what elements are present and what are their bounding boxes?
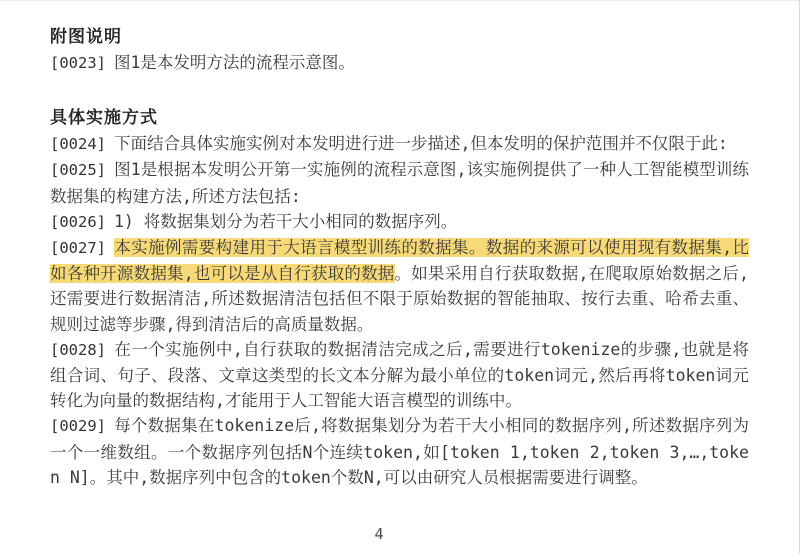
paragraph — [50, 50, 749, 76]
paragraph-number: [0027] — [50, 239, 106, 258]
paragraph — [50, 337, 749, 414]
paragraph-text: 下面结合具体实施实例对本发明进行进一步描述,但本发明的保护范围并不仅限于此: — [114, 134, 728, 154]
paragraph-text: 在一个实施例中,自行获取的数据清洁完成之后,需要进行tokenize的步骤,也就是将组合词、句子、段落、文章这类型的长文本分解为最小单位的token词元,然后再将token词元转化为向量的数据结构,才能用于人工智能大语言模型的训练中。 — [50, 339, 749, 411]
paragraph-text: 图1是本发明方法的流程示意图。 — [114, 53, 355, 72]
paragraph-text: 每个数据集在tokenize后,将数据集划分为若干大小相同的数据序列,所述数据序列为一个一维数组。一个数据序列包括N个连续token,如[token 1,token 2,token 3,…,token N]。其中,数据序列中包含的token个数N,可以由研究人员根据需要进行调整。 — [50, 416, 749, 487]
section-heading: 附图说明 — [50, 27, 122, 47]
paragraph-number: [0026] — [50, 212, 106, 231]
highlighted-text: 本实施例需要构建用于大语言模型训练的数据集。数据的来源可以使用现有数据集,比如各种开源数据集,也可以是从自行获取的数据 — [50, 238, 749, 284]
paragraph — [50, 235, 749, 337]
paragraph-text: 1) 将数据集划分为若干大小相同的数据序列。 — [114, 211, 458, 231]
document-content — [50, 24, 749, 490]
paragraph-number: [0025] — [50, 161, 106, 180]
paragraph-text: 图1是根据本发明公开第一实施例的流程示意图,该实施例提供了一种人工智能模型训练数据集的构建方法,所述方法包括: — [50, 160, 749, 206]
paragraph-number: [0029] — [50, 417, 106, 436]
paragraph — [50, 131, 749, 157]
paragraph — [50, 209, 749, 235]
paragraph-text: 。如果采用自行获取数据,在爬取原始数据之后,还需要进行数据清洁,所述数据清洁包括但不限于原始数据的智能抽取、按行去重、哈希去重、规则过滤等步骤,得到清洁后的高质量数据。 — [50, 264, 749, 334]
section-heading: 具体实施方式 — [50, 108, 158, 129]
paragraph-number: [0028] — [50, 340, 106, 359]
paragraph — [50, 157, 749, 208]
paragraph-number: [0023] — [50, 54, 106, 72]
paragraph — [50, 413, 749, 490]
paragraph-number: [0024] — [50, 135, 106, 154]
page-number: 4 — [374, 525, 384, 543]
